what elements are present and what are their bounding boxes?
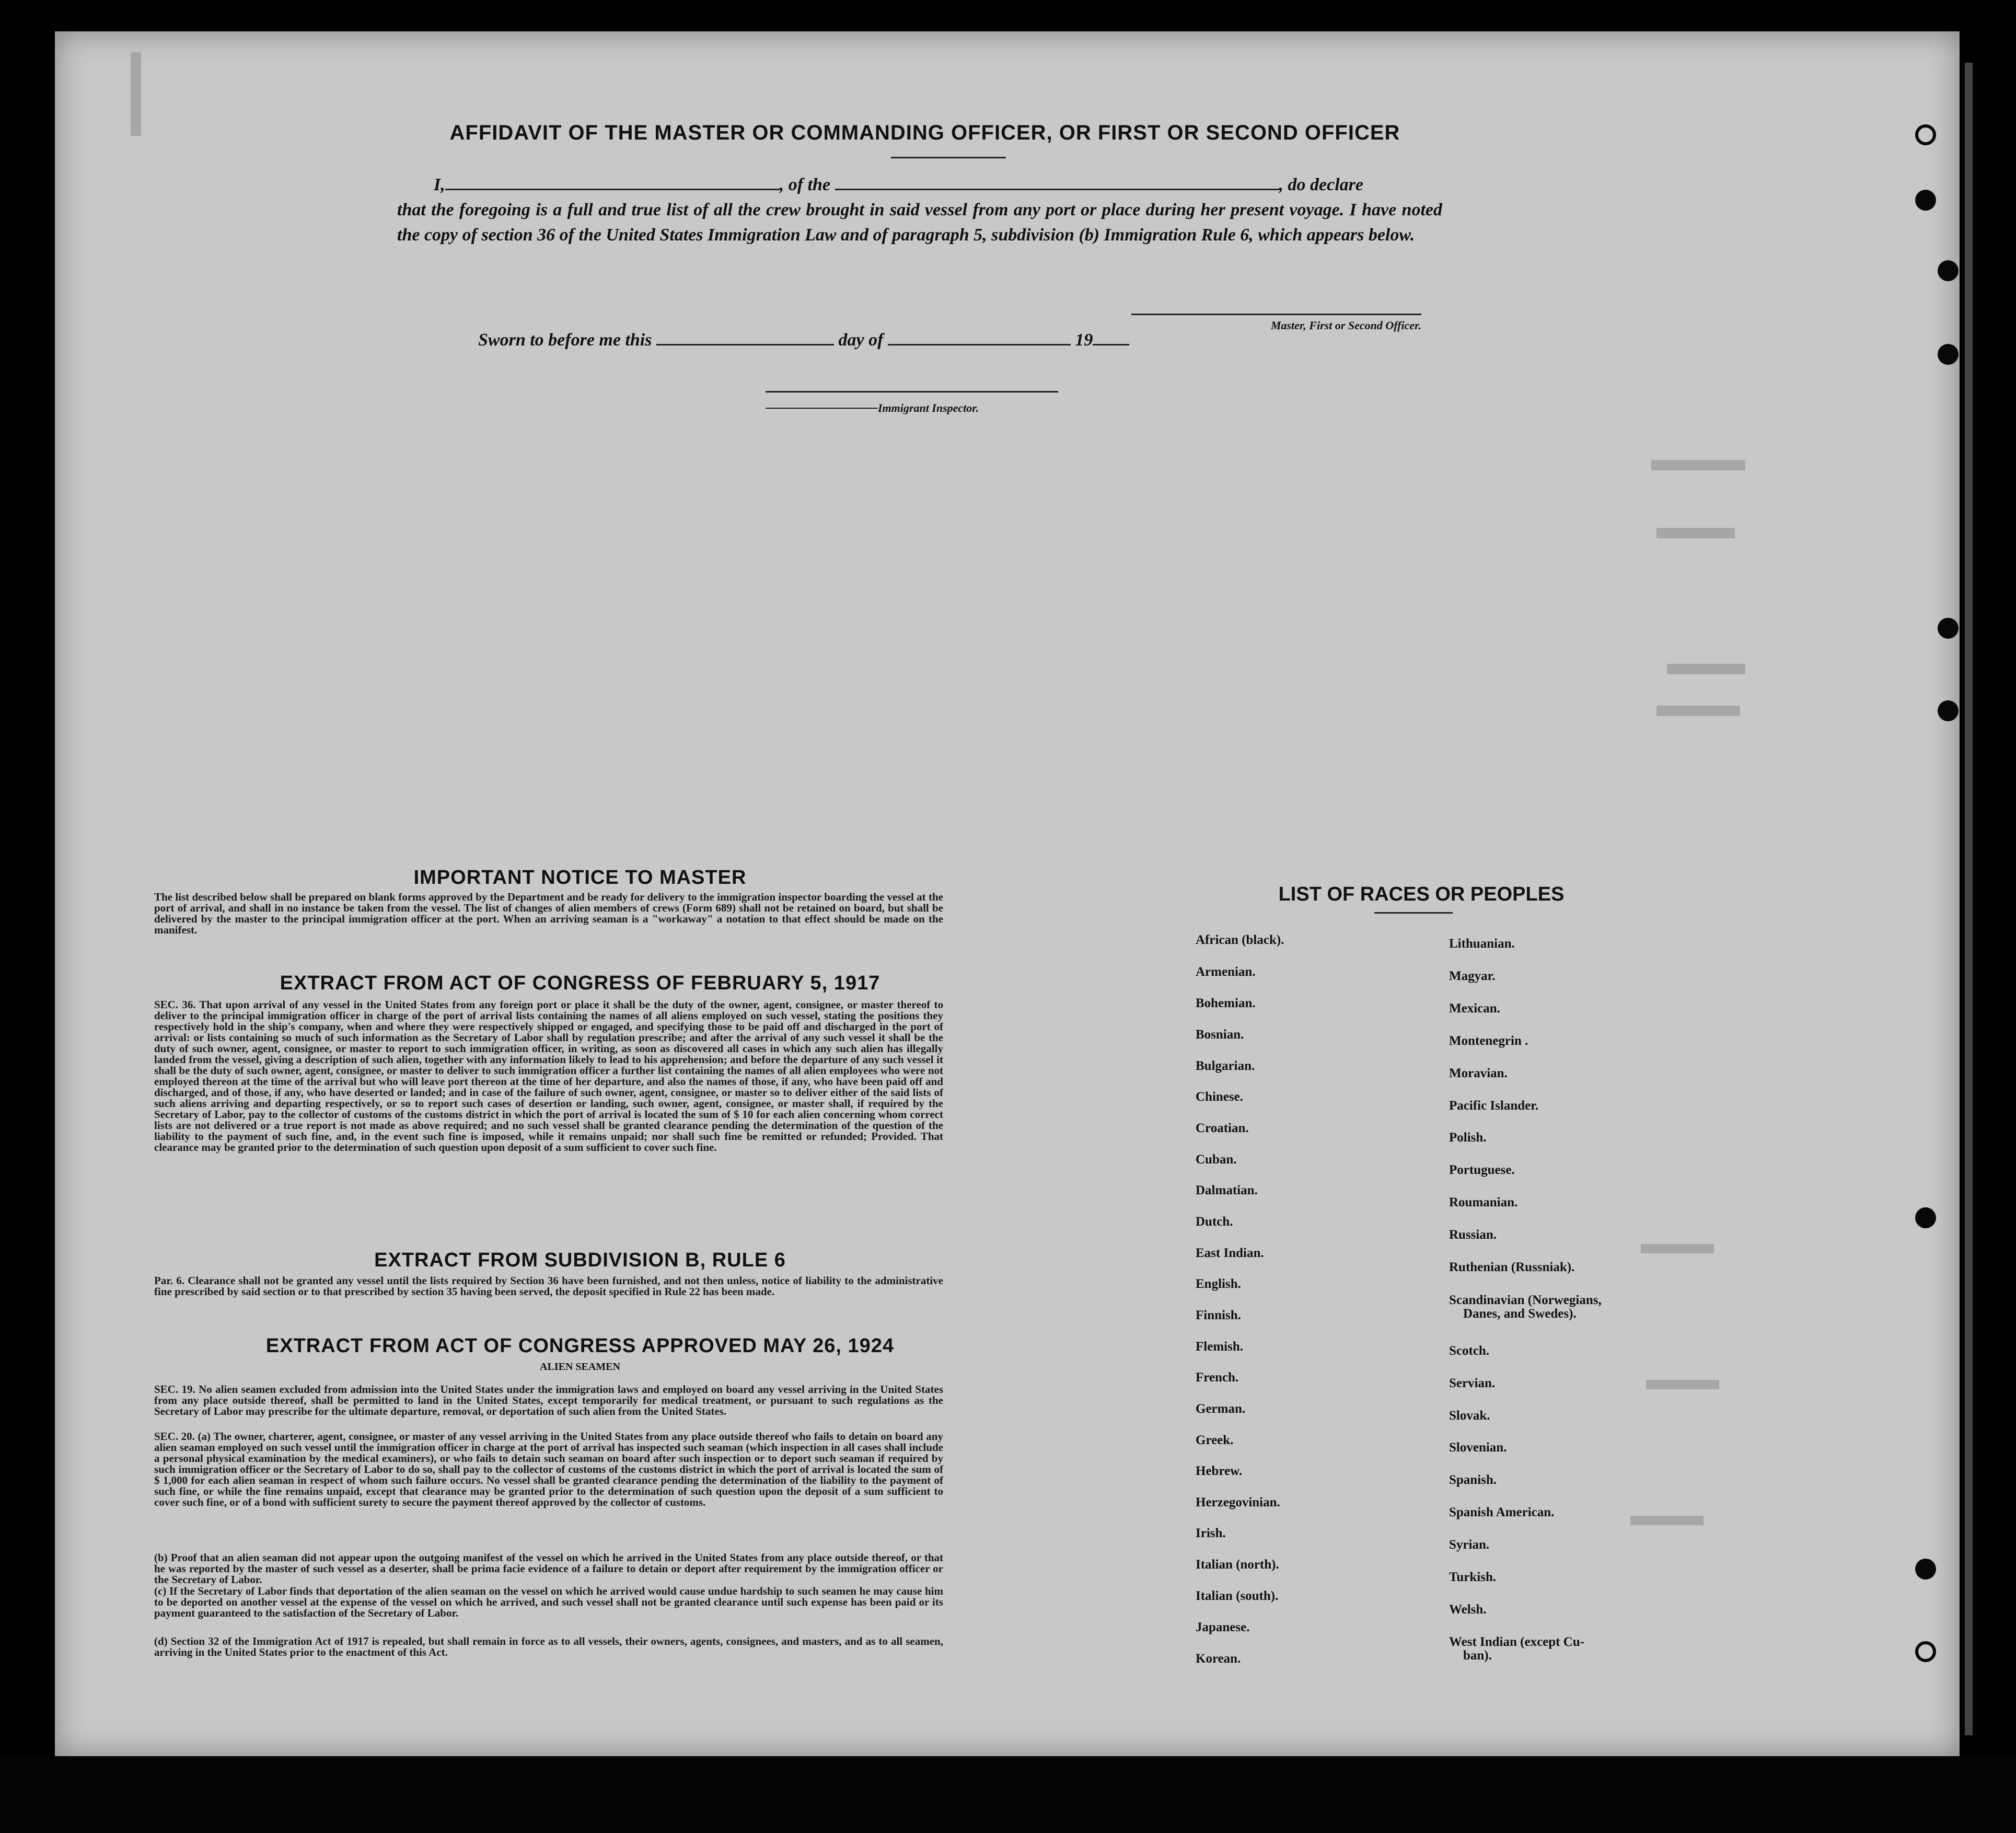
race-item: Hebrew. [1196,1464,1243,1478]
race-item: Dalmatian. [1196,1183,1258,1197]
races-title-underline [1374,912,1453,914]
signature-line[interactable] [1131,314,1421,315]
race-item: Croatian. [1196,1121,1249,1135]
race-item: Polish. [1449,1131,1487,1145]
race-item: Montenegrin . [1449,1034,1528,1048]
bleed-through-mark [1667,664,1745,674]
bleed-through-mark [1656,528,1735,538]
rule6-title: EXTRACT FROM SUBDIVISION B, RULE 6 [374,1249,786,1271]
races-title: LIST OF RACES OR PEOPLES [1278,883,1565,905]
race-item: Slovak. [1449,1409,1490,1423]
page-binding-edge [1965,63,1973,1735]
race-item: Scandinavian (Norwegians, [1449,1293,1602,1307]
race-item: Korean. [1196,1652,1241,1666]
declaration-body: that the foregoing is a full and true list of all the crew brought in said vessel from any port or place during her present voyage. I have noted the copy of section 36 of the United States Immigration Law and of paragraph 5, subdivision (b) Immigration Rule 6, which appears below. [397,200,1442,245]
race-item: Portuguese. [1449,1163,1515,1177]
race-item: Italian (south). [1196,1589,1279,1603]
race-item: German. [1196,1402,1246,1416]
punch-hole [1938,260,1959,281]
race-item: Flemish. [1196,1340,1243,1354]
vessel-name-field[interactable] [835,189,1279,190]
race-item: Chinese. [1196,1090,1243,1104]
race-item: Scotch. [1449,1344,1490,1358]
affidavit-title: AFFIDAVIT OF THE MASTER OR COMMANDING OFFICER, OR FIRST OR SECOND OFFICER [449,121,1400,144]
extract-1924-sec20c: (c) If the Secretary of Labor finds that deportation of the alien seaman on the vessel on which he arrived would cause undue hardship to such seamen he may cause him to be deported on another vessel at the expense of the vessel on which he arrived, and such vessel shall not be granted clearance until such expense has been paid or its payment guaranteed to the satisfaction of the Secretary of Labor. [154,1585,943,1619]
race-item: Finnish. [1196,1308,1241,1322]
race-item: Italian (north). [1196,1558,1279,1572]
punch-hole [1915,1641,1936,1662]
punch-hole [1915,1207,1936,1228]
race-item: Magyar. [1449,969,1496,983]
alien-seamen-subtitle: ALIEN SEAMEN [540,1361,620,1373]
race-item: Slovenian. [1449,1440,1507,1455]
day-of-label: day of [838,330,884,350]
race-item: Armenian. [1196,965,1256,979]
race-item: West Indian (except Cu- [1449,1635,1585,1649]
inspector-name-line [766,408,878,409]
punch-hole [1915,1559,1936,1580]
bleed-through-mark [131,52,141,136]
race-item: Cuban. [1196,1152,1237,1167]
race-item: Bosnian. [1196,1028,1244,1042]
race-item: Irish. [1196,1526,1226,1540]
sworn-label: Sworn to before me this [478,330,652,350]
sworn-month-field[interactable] [888,344,1071,345]
race-item: Roumanian. [1449,1195,1518,1209]
race-item: Greek. [1196,1433,1234,1447]
inspector-signature-line[interactable] [766,391,1058,393]
race-item: Welsh. [1449,1603,1487,1617]
race-item: Turkish. [1449,1570,1497,1584]
bleed-through-mark [1656,706,1740,716]
notice-text: The list described below shall be prepared on blank forms approved by the Department and be ready for delivery to the immigration inspector boarding the vessel at the port of arrival, and shall in no instance be taken from the vessel. The list of changes of alien members of crews (Form 689) shall not be retained on board, but shall be delivered by the master to the principal immigration officer at the port. When an arriving seaman is a "workaway" a notation to that effect should be made on the manifest. [154,891,943,936]
extract-1924-sec20a: SEC. 20. (a) The owner, charterer, agent, consignee, or master of any vessel arriving in the United States from any place outside thereof who fails to detain on board any alien seaman employed on such vessel until the immigration officer in charge at the port of arrival has inspected such seaman (which inspection in all cases shall include a personal physical examination by the medical examiners), or who fails to detain such seaman on board after such inspection or to deport such seaman if required by such immigration officer or the Secretary of Labor to do so, shall pay to the collector of customs of the customs district in which the port of arrival is located the sum of $ 1,000 for each alien seaman in respect of whom such failure occurs. No vessel shall be granted clearance pending the determination of the liability to the payment of such fine, or while the fine remains unpaid, except that clearance may be granted prior to the determination of such question upon the deposit of a sum sufficient to cover such fine, or of a bond with sufficient surety to secure the payment thereof approved by the collector of customs. [154,1430,943,1508]
race-item: ban). [1463,1648,1492,1663]
inspector-label: Immigrant Inspector. [878,401,979,414]
race-item: Servian. [1449,1376,1496,1390]
extract-1924-sec19: SEC. 19. No alien seamen excluded from admission into the United States under the immigration laws and employed on board any vessel arriving in the United States from any place outside thereof, shall be permitted to land in the United States, except temporarily for medical treatment, or pursuant to such regulations as the Secretary of Labor may prescribe for the ultimate departure, removal, or deportation of such alien from the United States. [154,1383,943,1417]
of-the-label: , of the [779,175,831,194]
race-item: African (black). [1196,933,1284,947]
sworn-year-field[interactable] [1093,344,1129,345]
race-item: Lithuanian. [1449,937,1515,951]
extract-1924-title: EXTRACT FROM ACT OF CONGRESS APPROVED MAY 26, 1924 [265,1335,895,1357]
extract-1917-title: EXTRACT FROM ACT OF CONGRESS OF FEBRUARY 5, 1917 [280,972,880,994]
race-item: English. [1196,1277,1241,1291]
extract-1917-text: SEC. 36. That upon arrival of any vessel in the United States from any foreign port or place it shall be the duty of the owner, agent, consignee, or master thereof to deliver to the principal immigration officer in charge of the port of arrival lists containing the names of all aliens employed on such vessel, stating the positions they respectively hold in the ship's company, when and where they were respectively shipped or engaged, and specifying those to be paid off and discharged in the port of arrival: or lists containing so much of such information as the Secretary of Labor shall by regulation prescribe; and after the arrival of any such vessel it shall be the duty of such owner, agent, consignee, or master to report to such immigration officer, in writing, as soon as discovered all cases in which any such alien has illegally landed from the vessel, giving a description of such alien, together with any information likely to lead to his apprehension; and before the departure of any such vessel it shall be the duty of such owner, agent, consignee, or master to deliver to such immigration officer a further list containing the names of all alien employees who were not employed thereon at the time of the arrival but who will leave port thereon at the time of her departure, and also the names of those, if any, who have been paid off and discharged, and of those, if any, who have deserted or landed; and in case of the failure of such owner, agent, consignee, or master so to deliver either of the said lists of such aliens arriving and departing respectively, or so to report such cases of desertion or landing, such owner, agent, consignee, or master shall, if required by the Secretary of Labor, pay to the collector of customs of the customs district in which the port of arrival is located the sum of $ 10 for each alien concerning whom correct lists are not delivered or a true report is not made as above required; and no such vessel shall be granted clearance pending the determination of the question of the liability to the payment of such fine, and, in the event such fine is imposed, while it remains unpaid; nor shall such fine be remitted or refunded; Provided. That clearance may be granted prior to the determination of such question upon deposit of a sum sufficient to cover such fine. [154,998,943,1154]
race-item: Dutch. [1196,1215,1233,1229]
declarant-prefix: I, [434,175,445,194]
bleed-through-mark [1646,1380,1719,1389]
race-item: Mexican. [1449,1001,1500,1016]
race-item: Japanese. [1196,1620,1250,1634]
race-item: Syrian. [1449,1538,1490,1552]
signature-label: Master, First or Second Officer. [1270,319,1421,332]
year-prefix: 19 [1075,330,1093,350]
race-item: Herzegovinian. [1196,1495,1280,1509]
declarant-name-field[interactable] [445,189,780,190]
race-item: Moravian. [1449,1066,1508,1080]
notice-title: IMPORTANT NOTICE TO MASTER [413,867,747,889]
race-item: Bohemian. [1196,996,1256,1010]
race-item: Russian. [1449,1228,1497,1242]
race-item: East Indian. [1196,1246,1264,1260]
race-item: Ruthenian (Russniak). [1449,1260,1575,1274]
sworn-day-field[interactable] [656,344,834,345]
extract-1924-sec20b: (b) Proof that an alien seaman did not appear upon the outgoing manifest of the vessel on which he arrived in the United States from any place outside thereof, or that he was reported by the master of such vessel as a deserter, shall be prima facie evidence of a failure to detain or deport after requirement by the immigration officer or the Secretary of Labor. [154,1551,943,1586]
title-underline [891,157,1006,158]
extract-1924-sec20d: (d) Section 32 of the Immigration Act of 1917 is repealed, but shall remain in force as to all vessels, their owners, agents, consignees, and masters, and as to all seamen, arriving in the United States prior to the enactment of this Act. [154,1635,943,1658]
punch-hole [1938,344,1959,365]
punch-hole [1938,700,1959,721]
punch-hole [1938,618,1959,639]
race-item: Pacific Islander. [1449,1099,1539,1113]
do-declare-label: , do declare [1279,175,1363,194]
affidavit-declaration [397,172,1442,248]
bleed-through-mark [1651,460,1745,470]
race-item: Danes, and Swedes). [1463,1307,1577,1321]
race-item: French. [1196,1370,1239,1385]
race-item: Spanish. [1449,1473,1497,1487]
punch-hole [1915,124,1936,145]
race-item: Spanish American. [1449,1505,1555,1519]
bleed-through-mark [1641,1244,1714,1253]
race-item: Bulgarian. [1196,1059,1255,1073]
sworn-statement [478,330,1129,350]
scan-border-bottom [0,1756,2016,1833]
rule6-text: Par. 6. Clearance shall not be granted any vessel until the lists required by Section 36 have been furnished, and not then unless, notice of liability to the administrative fine prescribed by said section or to that prescribed by section 35 having been served, the deposit specified in Rule 22 has been made. [154,1274,943,1298]
bleed-through-mark [1630,1516,1704,1525]
punch-hole [1915,190,1936,211]
